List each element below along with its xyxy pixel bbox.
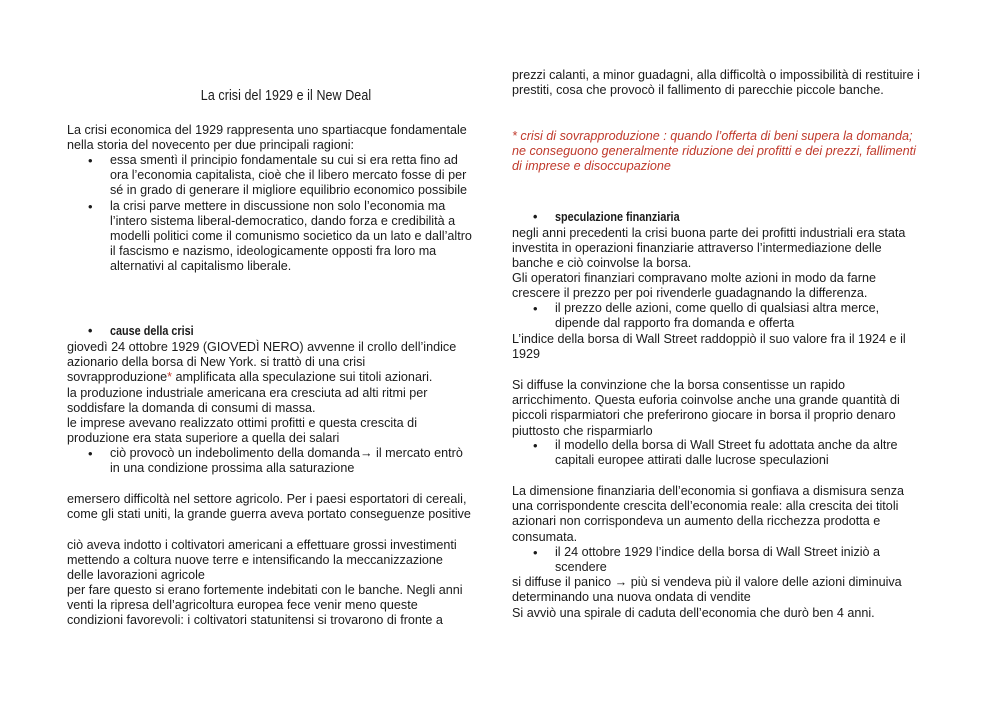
document-title: La crisi del 1929 e il New Deal (200, 88, 372, 104)
speculation-paragraph-1: negli anni precedenti la crisi buona parte dei profitti industriali era stata investita in operazioni finanziarie attraverso l’intermediazione delle banche e ciò coinvolse la borsa. (512, 226, 906, 271)
agriculture-paragraph-1: emersero difficoltà nel settore agricolo. Per i paesi esportatori di cereali, come gli stati uniti, la grande guerra aveva portato conseguenze positive (67, 492, 471, 522)
footnote-sovrapproduzione: * crisi di sovrapproduzione : quando l’offerta di beni supera la domanda; ne conseguono generalmente riduzione dei profitti e dei prezzi, fallimenti di imprese e disoccupazione (512, 129, 916, 174)
section-heading-cause: • cause della crisi (67, 324, 472, 339)
section-heading-speculation: • speculazione finanziaria (512, 210, 922, 225)
list-item: • la crisi parve mettere in discussione non solo l’economia ma l’intero sistema liberal-democratico, dando forza e credibilità a modelli politici come il comunismo societico da un lato e dall’altro il fascismo e nazismo, ideologicamente opposti fra loro ma alternativi al capitalismo liberale. (67, 199, 472, 275)
agriculture-paragraph-2: ciò aveva indotto i coltivatori americani a effettuare grossi investimenti mettendo a coltura nuove terre e intensificando la meccanizzazione delle lavorazioni agricole (67, 538, 457, 583)
list-item: • ciò provocò un indebolimento della domanda→ il mercato entrò in una condizione prossima alla saturazione (67, 446, 472, 476)
euphoria-bullet-list (512, 438, 922, 468)
list-item: • essa smentì il principio fondamentale su cui si era retta fino ad ora l’economia capitalista, cioè che il libero mercato fosse di per sé in grado di generare il migliore equilibrio economico possibile (67, 153, 472, 199)
finance-paragraph-1: La dimensione finanziaria dell’economia si gonfiava a dismisura senza una corrispondente crescita dell’economia reale: alla crescita dei titoli azionari non corrispondeva un aumento della ricchezza prodotta e consumata. (512, 484, 905, 544)
finance-paragraph-2: si diffuse il panico → più si vendeva più il valore delle azioni diminuiva determinando una nuova ondata di vendite (512, 575, 902, 605)
speculation-paragraph-3: L’indice della borsa di Wall Street raddoppiò il suo valore fra il 1924 e il 1929 (512, 332, 906, 362)
finance-bullet-list (512, 545, 922, 575)
cause-paragraph-2: la produzione industriale americana era cresciuta ad alti ritmi per soddisfare la domanda di consumi di massa. (67, 386, 428, 416)
speculation-bullet-list (512, 301, 922, 331)
footnote-marker: * (167, 370, 173, 385)
intro-paragraph: La crisi economica del 1929 rappresenta uno spartiacque fondamentale nella storia del novecento per due principali ragioni: (67, 123, 467, 153)
intro-bullet-list (67, 153, 472, 275)
speculation-paragraph-2: Gli operatori finanziari compravano molte azioni in modo da farne crescere il prezzo per poi rivenderle guadagnando la differenza. (512, 271, 877, 301)
list-item: • il prezzo delle azioni, come quello di qualsiasi altra merce, dipende dal rapporto fra domanda e offerta (512, 301, 922, 331)
cause-paragraph-3: le imprese avevano realizzato ottimi profitti e questa crescita di produzione era stata superiore a quella dei salari (67, 416, 417, 446)
cause-bullet-list (67, 446, 472, 476)
continuation-paragraph: prezzi calanti, a minor guadagni, alla difficoltà o impossibilità di restituire i prestiti, cosa che provocò il fallimento di parecchie piccole banche. (512, 68, 920, 98)
list-item: • il 24 ottobre 1929 l’indice della borsa di Wall Street iniziò a scendere (512, 545, 922, 575)
finance-paragraph-3: Si avviò una spirale di caduta dell’economia che durò ben 4 anni. (512, 606, 875, 620)
list-item: • il modello della borsa di Wall Street fu adottata anche da altre capitali europee attirati dalle lucrose speculazioni (512, 438, 922, 468)
euphoria-paragraph: Si diffuse la convinzione che la borsa consentisse un rapido arricchimento. Questa euforia coinvolse anche una grande quantità di piccoli risparmiatori che preferirono giocare in borsa il proprio denaro piuttosto che risparmiarlo (512, 378, 900, 438)
agriculture-paragraph-3: per fare questo si erano fortemente indebitati con le banche. Negli anni venti la ripresa dell’agricoltura europea fece venir meno queste condizioni favorevoli: i coltivatori statunitensi si trovarono di fronte a (67, 583, 463, 628)
cause-paragraph-1: giovedì 24 ottobre 1929 (GIOVEDÌ NERO) avvenne il crollo dell’indice azionario della borsa di New York. si trattò di una crisi sovrapproduzione* amplificata alla speculazione sui titoli azionari. (67, 340, 457, 385)
